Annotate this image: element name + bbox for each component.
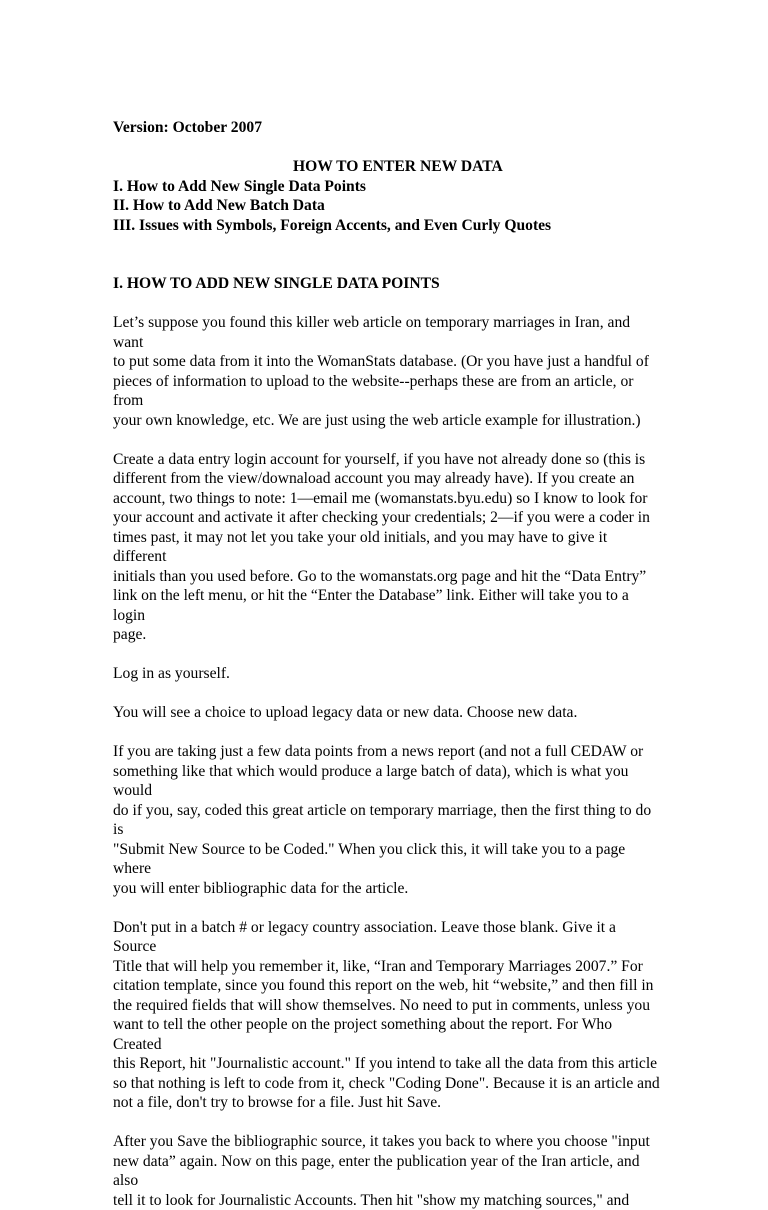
section-heading: I. HOW TO ADD NEW SINGLE DATA POINTS [113,275,440,292]
paragraph-1: Let’s suppose you found this killer web article on temporary marriages in Iran, and want to put some data from it into the WomanStats database. (Or you have just a handful of pieces of information to upload to the website--perhaps these are from an article, or from your own knowledge, etc. We are just using the web article example for illustration.) [113,314,649,429]
spacer [113,294,661,314]
spacer [113,898,661,918]
spacer [113,645,661,665]
spacer [113,723,661,743]
toc-item-1: I. How to Add New Single Data Points [113,177,366,195]
paragraph-4: You will see a choice to upload legacy data or new data. Choose new data. [113,704,578,721]
paragraph-3: Log in as yourself. [113,665,230,682]
document-page [113,118,661,1210]
spacer [113,235,661,274]
paragraph-5: If you are taking just a few data points from a news report (and not a full CEDAW or something like that which would produce a large batch of data), which is what you would do if you, say, coded this great article on temporary marriage, then the first thing to do is "Submit New Source to be Coded." When you click this, it will take you to a page where you will enter bibliographic data for the article. [113,743,652,897]
version-line: Version: October 2007 [113,119,262,136]
toc-item-3: III. Issues with Symbols, Foreign Accents, and Even Curly Quotes [113,216,552,234]
spacer [113,1113,661,1133]
page-title: HOW TO ENTER NEW DATA [293,158,503,175]
toc-item-2: II. How to Add New Batch Data [113,197,325,214]
paragraph-2: Create a data entry login account for yourself, if you have not already done so (this is different from the view/downaload account you may already have). If you create an account, two things to note: 1—email me (womanstats.byu.edu) so I know to look for your account and activate it after checking your credentials; 2—if you were a coder in times past, it may not let you take your old initials, and you may have to give it different initials than you used before. Go to the womanstats.org page and hit the “Data Entry” link on the left menu, or hit the “Enter the Database” link. Either will take you to a login page. [113,450,650,643]
spacer [113,138,661,158]
spacer [113,684,661,704]
paragraph-6: Don't put in a batch # or legacy country association. Leave those blank. Give it a Source Title that will help you remember it, like, “Iran and Temporary Marriages 2007.” For citation template, since you found this report on the web, hit “website,” and then fill in the required fields that will show themselves. No need to put in comments, unless you want to tell the other people on the project something about the report. For Who Created this Report, hit "Journalistic account." If you intend to take all the data from this article so that nothing is left to code from it, check "Coding Done". Because it is an article and not a file, don't try to browse for a file. Just hit Save. [113,918,660,1111]
paragraph-7: After you Save the bibliographic source, it takes you back to where you choose "input new data” again. Now on this page, enter the publication year of the Iran article, and also tell it to look for Journalistic Accounts. Then hit "show my matching sources," and [113,1133,650,1209]
spacer [113,430,661,450]
